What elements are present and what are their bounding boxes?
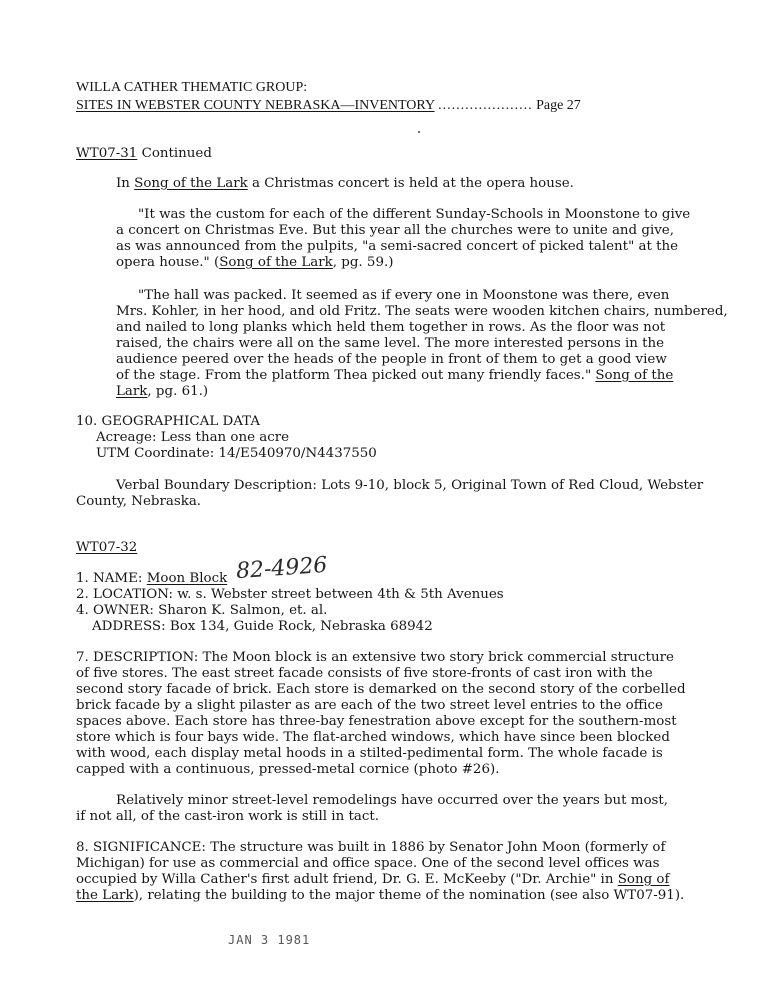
description-line: of five stores. The east street facade consists of five store-fronts of cast iron with the (76, 666, 653, 681)
date-stamp: JAN 3 1981 (228, 933, 311, 947)
intro-text: In (116, 176, 135, 191)
header-inventory-title: SITES IN WEBSTER COUNTY NEBRASKA—INVENTORY (76, 98, 435, 113)
significance-line: Michigan) for use as commercial and office space. One of the second level offices was (76, 856, 660, 871)
owner-line: 4. OWNER: Sharon K. Salmon, et. al. (76, 603, 328, 618)
book-title: Song of the Lark (134, 176, 248, 191)
utm-coordinate: UTM Coordinate: 14/E540970/N4437550 (96, 446, 377, 461)
intro-sentence (116, 176, 574, 192)
significance-line (76, 888, 684, 904)
book-title: the Lark (76, 888, 134, 903)
acreage: Acreage: Less than one acre (96, 430, 290, 445)
continued-label: Continued (137, 146, 212, 161)
description-line: capped with a continuous, pressed-metal cornice (photo #26). (76, 762, 500, 777)
remodel-line: if not all, of the cast-iron work is still in tact. (76, 809, 379, 824)
quote2-text: of the stage. From the platform Thea picked out many friendly faces." (116, 368, 596, 383)
description-line: with wood, each display metal hoods in a stilted-pedimental form. The whole facade is (76, 746, 663, 761)
quote2-line: audience peered over the heads of the people in front of them to get a good view (116, 352, 667, 367)
remodel-line: Relatively minor street-level remodelings have occurred over the years but most, (116, 793, 669, 808)
quote2-line: Mrs. Kohler, in her hood, and old Fritz. The seats were wooden kitchen chairs, numbered, (116, 304, 728, 319)
quote2-line: "The hall was packed. It seemed as if every one in Moonstone was there, even (138, 288, 670, 303)
description-line: spaces above. Each store has three-bay fenestration above except for the southern-most (76, 714, 677, 729)
citation: , pg. 61.) (147, 384, 209, 399)
description-line: store which is four bays wide. The flat-arched windows, which have since been blocked (76, 730, 670, 745)
section-heading-wt07-31 (76, 146, 212, 162)
book-title: Song of the (595, 368, 674, 383)
citation: , pg. 59.) (332, 255, 394, 270)
book-title: Lark (116, 384, 148, 399)
quote2-line (116, 368, 673, 384)
page-number: Page 27 (536, 98, 581, 113)
book-title: Song of the Lark (219, 255, 333, 270)
quote1-text: opera house." ( (116, 255, 220, 270)
geo-heading: 10. GEOGRAPHICAL DATA (76, 414, 261, 429)
header-inventory-line (76, 98, 581, 114)
boundary-line: Verbal Boundary Description: Lots 9-10, block 5, Original Town of Red Cloud, Webster (116, 478, 704, 493)
name-label: 1. NAME: (76, 571, 147, 586)
header-group-title: WILLA CATHER THEMATIC GROUP: (76, 80, 308, 95)
quote1-line: a concert on Christmas Eve. But this year all the churches were to unite and give, (116, 223, 674, 238)
section-heading-wt07-32: WT07-32 (76, 540, 138, 555)
significance-text: occupied by Willa Cather's first adult friend, Dr. G. E. McKeeby ("Dr. Archie" in (76, 872, 618, 887)
handwritten-annotation: 82-4926 (235, 552, 329, 585)
location-line: 2. LOCATION: w. s. Webster street between 4th & 5th Avenues (76, 587, 504, 602)
significance-line (76, 872, 669, 888)
intro-text: a Christmas concert is held at the opera house. (247, 176, 574, 191)
quote2-line: raised, the chairs were all on the same level. The more interested persons in the (116, 336, 665, 351)
address-line: ADDRESS: Box 134, Guide Rock, Nebraska 68942 (92, 619, 433, 634)
boundary-line: County, Nebraska. (76, 494, 202, 509)
description-line: second story facade of brick. Each store is demarked on the second story of the corbelled (76, 682, 686, 697)
quote2-line (116, 384, 208, 400)
significance-text: ), relating the building to the major theme of the nomination (see also WT07-91). (133, 888, 685, 903)
quote1-line (116, 255, 393, 271)
property-name: Moon Block (146, 571, 228, 586)
header-leader-dots: ..................... (438, 98, 533, 113)
quote2-line: and nailed to long planks which held them together in rows. As the floor was not (116, 320, 666, 335)
quote1-line: as was announced from the pulpits, "a semi-sacred concert of picked talent" at the (116, 239, 679, 254)
description-line: 7. DESCRIPTION: The Moon block is an extensive two story brick commercial structure (76, 650, 674, 665)
quote1-line: "It was the custom for each of the different Sunday-Schools in Moonstone to give (138, 207, 691, 222)
section-id: WT07-31 (76, 146, 138, 161)
scan-speck (418, 131, 420, 133)
description-line: brick facade by a slight pilaster as are each of the two street level entries to the office (76, 698, 663, 713)
significance-line: 8. SIGNIFICANCE: The structure was built in 1886 by Senator John Moon (formerly of (76, 840, 666, 855)
name-line (76, 571, 227, 587)
book-title: Song of (617, 872, 670, 887)
